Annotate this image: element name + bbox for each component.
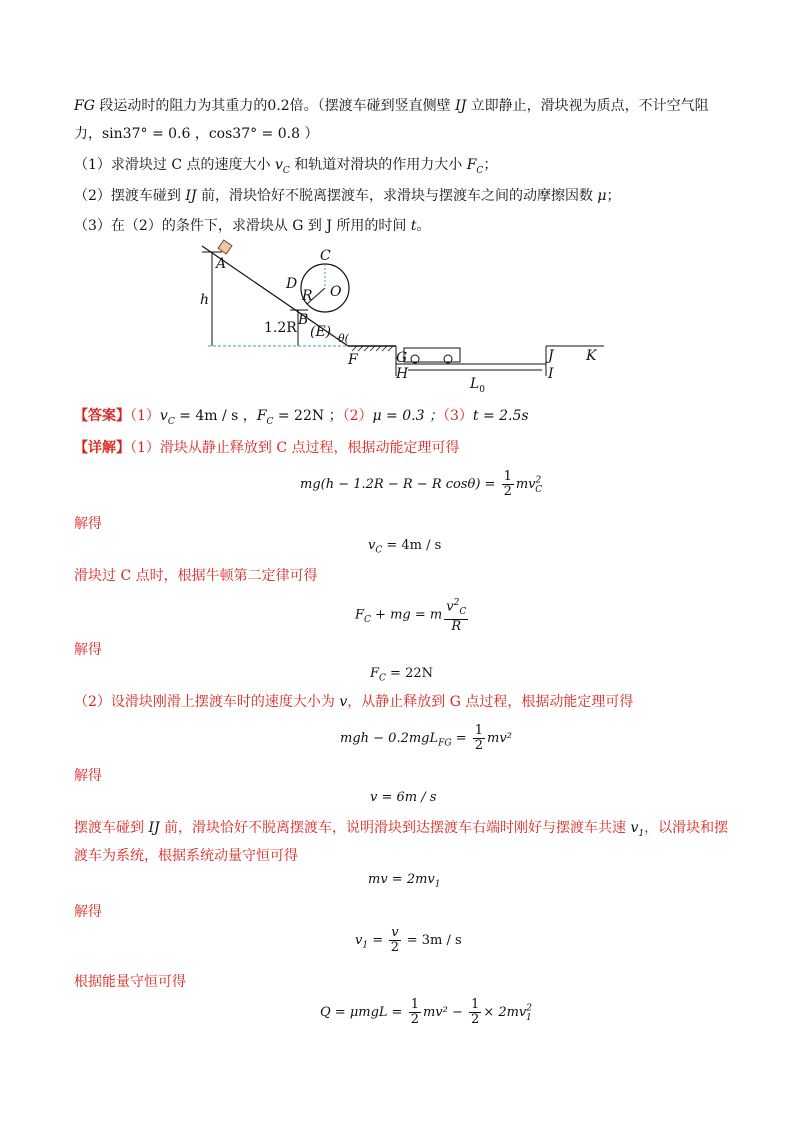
answer-v-val: = 4m / s ， [174, 408, 257, 424]
q2-text-a: （2）摆渡车碰到 [74, 188, 186, 204]
physics-diagram [190, 238, 620, 402]
eq5-right: mv² [487, 731, 512, 746]
q2-text-c: ； [606, 188, 621, 204]
answer-f: F [256, 408, 267, 424]
eq5-frac: $\frac{1}{2}$ [474, 723, 484, 753]
label-G: G [396, 350, 408, 366]
label-h: h [200, 292, 210, 308]
detail-line-5 [74, 846, 298, 866]
equation-2 [368, 538, 441, 556]
jie-3 [74, 766, 102, 786]
jie-3-text: 解得 [74, 768, 102, 784]
eq1-right: mv [515, 477, 536, 492]
question-1 [74, 155, 497, 181]
detail-line-3 [74, 692, 633, 712]
answer-v-sub: C [167, 416, 175, 427]
q1-text-a: （1）求滑块过 C 点的速度大小 [74, 157, 275, 173]
equation-9: Q = μmgL = $\frac{1}{2}$ mv² − $\frac{1}{2}$ × $2mv^2_1$ [320, 997, 533, 1027]
eq4-f: F [370, 666, 380, 681]
intro-text-3: 力，sin37° = 0.6 ，cos37° = 0.8 ） [74, 126, 319, 142]
label-R: R [302, 288, 313, 304]
answer-p2: （2） [342, 408, 373, 424]
jie-4-text: 解得 [74, 904, 102, 920]
ground-hatch [352, 346, 393, 351]
label-E: (E) [310, 324, 332, 340]
eq5-sub: FG [438, 738, 452, 749]
equation-6 [370, 790, 436, 805]
q2-text-b: 前，滑块恰好不脱离摆渡车，求滑块与摆渡车之间的动摩擦因数 [196, 188, 598, 204]
detail-text-4d: v [630, 820, 639, 836]
eq2-val: = 4m / s [382, 538, 442, 553]
answer-p3: （3） [442, 408, 473, 424]
equation-8: $v_1$ = $\frac{v}{2}$ = 3m / s [355, 925, 462, 955]
detail-text-3c: ，从静止释放到 G 点过程，根据动能定理可得 [347, 694, 634, 710]
jie-1-text: 解得 [74, 516, 102, 532]
eq2-v: v [368, 538, 376, 553]
q1-vc: $v_C$ [274, 157, 290, 176]
intro-line-1 [74, 96, 709, 116]
detail-text-3b: v [339, 694, 348, 710]
label-A: A [216, 256, 227, 272]
label-D: D [286, 276, 298, 292]
detail-text-6: 根据能量守恒可得 [74, 974, 186, 990]
answer-v: v [159, 408, 168, 424]
detail-line-6 [74, 972, 186, 992]
answer-tag: 【答案】 [74, 408, 130, 424]
label-L0: $L_0$ [470, 376, 486, 395]
eq3-frac: $\frac{v^2_C}{R}$ [446, 598, 467, 634]
jie-2-text: 解得 [74, 642, 102, 658]
equation-4 [370, 666, 433, 684]
eq4-val: = 22N [385, 666, 433, 681]
equation-7: mv = $2mv_1$ [368, 872, 441, 890]
eq4-sub: C [379, 673, 386, 684]
detail-text-4e: ，以滑块和摆 [644, 820, 729, 836]
intro-line-2 [74, 124, 318, 144]
q1-text-c: ； [483, 157, 498, 173]
label-H: H [396, 366, 409, 382]
equation-1: mg(h − 1.2R − R − R cosθ) = $\frac{1}{2}$ $mv^2_C$ [300, 469, 543, 499]
q3-t: t [410, 218, 417, 234]
jie-1 [74, 514, 102, 534]
detail-text-5: 渡车为系统，根据系统动量守恒可得 [74, 848, 298, 864]
q1-text-b: 和轨道对滑块的作用力大小 [289, 157, 467, 173]
answer-f-val: = 22N ； [273, 408, 343, 424]
label-1.2R: 1.2R [264, 320, 297, 336]
intro-text-2: 立即静止，滑块视为质点，不计空气阻 [466, 98, 709, 114]
jie-2 [74, 640, 102, 660]
label-J: J [548, 348, 554, 364]
eq5-left: mgh − 0.2mgL [340, 731, 439, 746]
detail-text-1: （1）滑块从静止释放到 C 点过程，根据动能定理可得 [130, 440, 460, 456]
detail-text-3a: （2）设滑块刚滑上摆渡车时的速度大小为 [74, 694, 340, 710]
eq9-c: × 2mv [483, 1005, 527, 1020]
detail-text-4c: 前，滑块恰好不脱离摆渡车，说明滑块到达摆渡车右端时刚好与摆渡车共速 [159, 820, 631, 836]
q2-mu: μ [597, 188, 607, 204]
label-O: O [330, 284, 342, 300]
eq8-eq: = [368, 933, 388, 948]
q3-text-b: 。 [416, 218, 431, 234]
eq8-frac: $\frac{v}{2}$ [390, 925, 400, 955]
q3-text-a: （3）在（2）的条件下，求滑块从 G 到 J 所用的时间 [74, 218, 411, 234]
label-I: I [548, 366, 554, 382]
detail-line-4: 摆渡车碰到 IJ 前，滑块恰好不脱离摆渡车，说明滑块到达摆渡车右端时刚好与摆渡车共速 $v_1$，以滑块和摆 [74, 820, 729, 839]
q2-ij: IJ [185, 188, 197, 204]
eq8-val: = 3m / s [402, 933, 462, 948]
detail-text-4b: IJ [148, 820, 160, 836]
intro-ij: IJ [455, 98, 467, 114]
eq7-text: mv = 2mv [368, 872, 435, 887]
label-C: C [320, 248, 331, 264]
answer-line [74, 406, 529, 432]
equation-5 [340, 724, 512, 753]
q1-fc: $F_C$ [466, 157, 484, 176]
question-2 [74, 186, 621, 206]
detail-line-1 [74, 438, 460, 458]
detail-text-4a: 摆渡车碰到 [74, 820, 149, 836]
detail-text-2: 滑块过 C 点时，根据牛顿第二定律可得 [74, 568, 318, 584]
detail-line-2 [74, 566, 318, 586]
answer-p1: （1） [130, 408, 160, 424]
eq6-text: v = 6m / s [370, 790, 437, 805]
label-theta: θ( [338, 332, 349, 345]
eq9-a: Q = μmgL = [320, 1005, 407, 1020]
eq8-v: v [355, 933, 363, 948]
equation-3: $F_C$ + mg = m $\frac{v^2_C}{R}$ [355, 598, 467, 634]
eq1-left: mg(h − 1.2R − R − R cosθ) = [300, 477, 500, 492]
intro-text-1: 段运动时的阻力为其重力的0.2倍。（摆渡车碰到竖直侧壁 [94, 98, 456, 114]
label-K: K [586, 348, 597, 364]
eq9-b: mv² − [422, 1005, 468, 1020]
answer-f-sub: C [266, 416, 274, 427]
intro-fg: FG [74, 98, 95, 114]
detail-tag: 【详解】 [74, 440, 130, 456]
jie-4 [74, 902, 102, 922]
eq2-sub: C [375, 545, 383, 556]
label-B: B [298, 312, 309, 328]
eq5-mid: = [451, 731, 471, 746]
eq3-f: F [355, 607, 365, 623]
eq1-frac: $\frac{1}{2}$ [503, 469, 512, 499]
answer-mu: μ = 0.3 ； [372, 408, 443, 424]
answer-t: t = 2.5s [472, 408, 529, 424]
eq9-frac-2: $\frac{1}{2}$ [471, 997, 480, 1027]
eq9-frac-1: $\frac{1}{2}$ [410, 997, 419, 1027]
eq3-mid: + mg = m [370, 607, 443, 623]
label-F: F [348, 352, 358, 368]
question-3 [74, 216, 431, 236]
